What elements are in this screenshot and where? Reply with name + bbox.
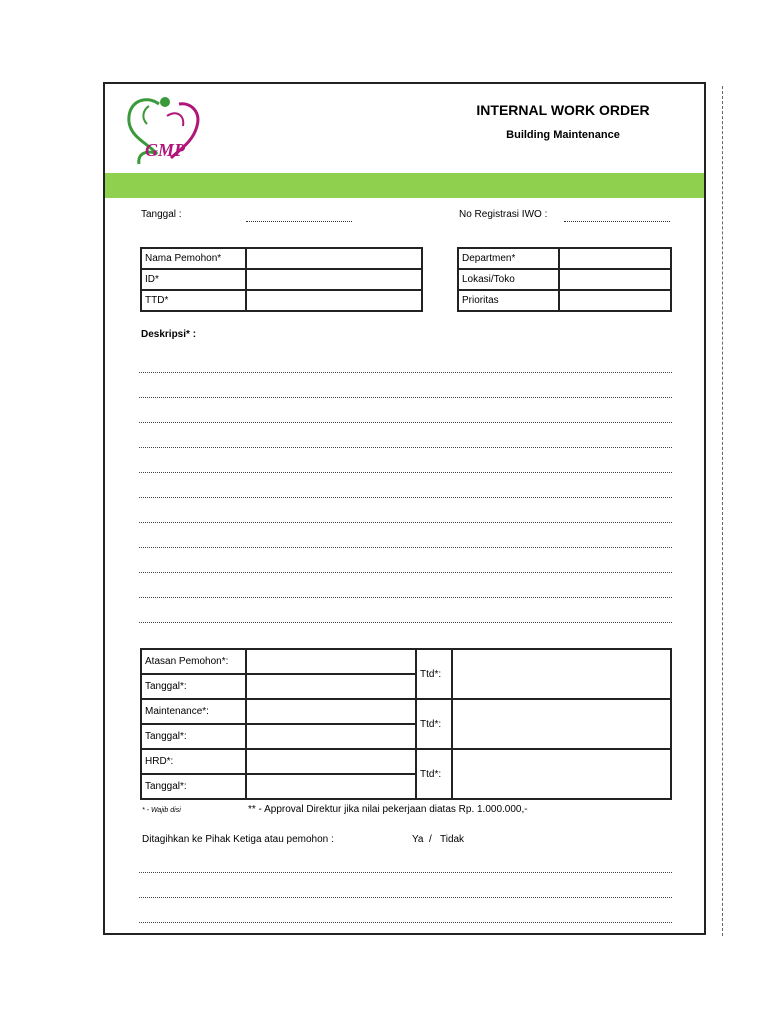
billing-line — [139, 897, 672, 898]
tanggal-field[interactable] — [246, 221, 352, 222]
approval-label: Atasan Pemohon*: — [141, 649, 246, 674]
billing-options[interactable]: Ya / Tidak — [412, 834, 465, 845]
svg-text:GMP: GMP — [145, 140, 185, 160]
description-line — [139, 572, 672, 573]
table-row — [141, 749, 671, 774]
table-row — [458, 269, 671, 290]
applicant-value-field[interactable] — [246, 269, 422, 290]
table-row — [141, 269, 422, 290]
header-band — [105, 173, 704, 198]
approval-value-field[interactable] — [246, 699, 416, 724]
ttd-label: Ttd*: — [416, 749, 452, 799]
table-row — [458, 290, 671, 311]
approval-value-field[interactable] — [246, 674, 416, 699]
work-order-form — [103, 82, 706, 935]
applicant-label: TTD* — [141, 290, 246, 311]
applicant-label: ID* — [141, 269, 246, 290]
registrasi-label: No Registrasi IWO : — [459, 209, 548, 220]
department-value-field[interactable] — [559, 290, 671, 311]
description-line — [139, 497, 672, 498]
department-label: Departmen* — [458, 248, 559, 269]
description-line — [139, 622, 672, 623]
approval-label: HRD*: — [141, 749, 246, 774]
table-row — [141, 248, 422, 269]
department-table — [457, 247, 672, 312]
approval-label: Maintenance*: — [141, 699, 246, 724]
approval-label: Tanggal*: — [141, 774, 246, 799]
signature-box[interactable] — [452, 749, 671, 799]
required-note: * - Wajib disi — [142, 807, 181, 814]
table-row — [141, 290, 422, 311]
description-line — [139, 522, 672, 523]
table-row — [141, 699, 671, 724]
ttd-label: Ttd*: — [416, 649, 452, 699]
applicant-value-field[interactable] — [246, 248, 422, 269]
ttd-label: Ttd*: — [416, 699, 452, 749]
form-subtitle: Building Maintenance — [506, 129, 620, 141]
description-line — [139, 372, 672, 373]
billing-question: Ditagihkan ke Pihak Ketiga atau pemohon : — [142, 834, 334, 845]
description-line — [139, 447, 672, 448]
description-label: Deskripsi* : — [141, 329, 197, 340]
tanggal-label: Tanggal : — [141, 209, 182, 220]
approval-table — [140, 648, 672, 800]
description-line — [139, 397, 672, 398]
approval-value-field[interactable] — [246, 749, 416, 774]
approval-note: ** - Approval Direktur jika nilai pekerjaan diatas Rp. 1.000.000,- — [248, 804, 528, 815]
approval-label: Tanggal*: — [141, 674, 246, 699]
signature-box[interactable] — [452, 699, 671, 749]
table-row — [458, 248, 671, 269]
description-line — [139, 422, 672, 423]
description-line — [139, 547, 672, 548]
applicant-label: Nama Pemohon* — [141, 248, 246, 269]
description-line — [139, 597, 672, 598]
approval-value-field[interactable] — [246, 724, 416, 749]
applicant-table — [140, 247, 423, 312]
registrasi-field[interactable] — [564, 221, 670, 222]
gmp-logo — [119, 92, 205, 172]
billing-line — [139, 872, 672, 873]
description-line — [139, 472, 672, 473]
department-value-field[interactable] — [559, 269, 671, 290]
form-title: INTERNAL WORK ORDER — [476, 102, 650, 118]
page-edge-dashed-line — [722, 86, 723, 936]
department-label: Lokasi/Toko — [458, 269, 559, 290]
applicant-value-field[interactable] — [246, 290, 422, 311]
approval-value-field[interactable] — [246, 774, 416, 799]
department-value-field[interactable] — [559, 248, 671, 269]
description-area[interactable] — [139, 344, 672, 626]
signature-box[interactable] — [452, 649, 671, 699]
department-label: Prioritas — [458, 290, 559, 311]
billing-line — [139, 922, 672, 923]
table-row — [141, 649, 671, 674]
approval-value-field[interactable] — [246, 649, 416, 674]
approval-label: Tanggal*: — [141, 724, 246, 749]
